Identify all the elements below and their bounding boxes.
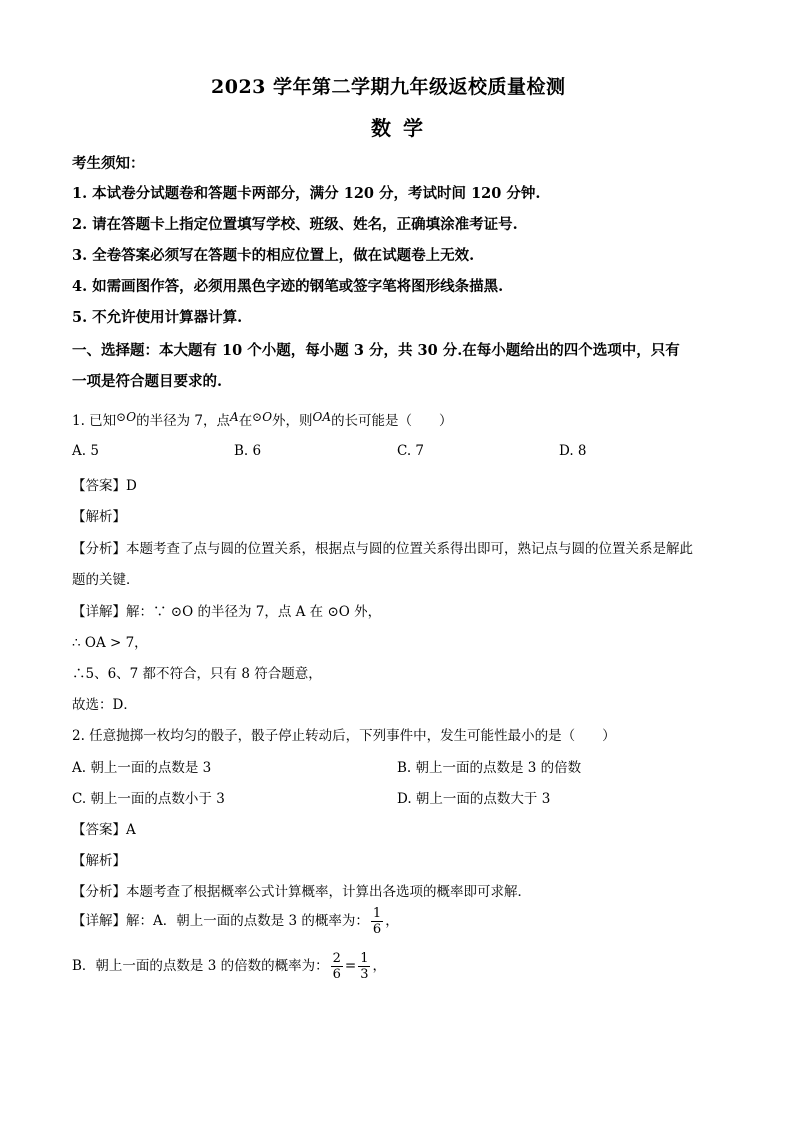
fraction-denominator: 6 xyxy=(332,967,341,982)
q1-option-a: A. 5 xyxy=(72,443,99,459)
section-heading-line1: 一、选择题：本大题有 10 个小题，每小题 3 分，共 30 分.在每小题给出的四个选项中，只有 xyxy=(72,342,680,359)
q1-detail-line: ∴ OA > 7， xyxy=(72,635,148,651)
q2-detail-text: B．朝上一面的点数是 3 的倍数的概率为： xyxy=(72,958,329,974)
q2-answer: 【答案】A xyxy=(72,822,136,838)
fraction-denominator: 6 xyxy=(372,922,382,937)
q1-analysis-label: 【解析】 xyxy=(72,509,126,525)
q2-option-b: B. 朝上一面的点数是 3 的倍数 xyxy=(397,760,582,776)
q1-answer: 【答案】D xyxy=(72,478,137,494)
q1-stem-part: 1. 已知 xyxy=(72,413,117,429)
fraction-denominator: 3 xyxy=(360,967,369,982)
q1-stem-part: 外，则 xyxy=(272,413,313,429)
notice-item: 4. 如需画图作答，必须用黑色字迹的钢笔或签字笔将图形线条描黑. xyxy=(72,278,504,295)
q1-option-b: B. 6 xyxy=(234,443,262,459)
q2-stem: 2. 任意抛掷一枚均匀的骰子，骰子停止转动后，下列事件中，发生可能性最小的是（ ） xyxy=(72,728,616,744)
q2-detail-line xyxy=(72,906,399,937)
q1-detail-line: 【详解】解：∵ ⊙O 的半径为 7，点 A 在 ⊙O 外， xyxy=(72,604,382,620)
fraction-numerator: 1 xyxy=(360,951,369,966)
q1-detail-line: ∴5、6、7 都不符合，只有 8 符合题意， xyxy=(72,666,322,682)
q2-option-d: D. 朝上一面的点数大于 3 xyxy=(397,791,551,807)
equals-sign: = xyxy=(344,958,357,974)
q1-stem-part: 的半径为 7，点 xyxy=(136,413,230,429)
q2-detail-line xyxy=(72,951,386,982)
q1-option-d: D. 8 xyxy=(559,443,587,459)
notice-item: 2. 请在答题卡上指定位置填写学校、班级、姓名，正确填涂准考证号. xyxy=(72,216,518,233)
q2-option-a: A. 朝上一面的点数是 3 xyxy=(72,760,212,776)
fraction-numerator: 2 xyxy=(332,951,341,966)
q1-option-c: C. 7 xyxy=(397,443,425,459)
q1-analysis-line: 题的关键． xyxy=(72,572,140,588)
fraction xyxy=(358,951,370,982)
q2-detail-text: ， xyxy=(372,958,386,974)
q1-detail-line: 故选：D． xyxy=(72,697,137,713)
notice-item: 3. 全卷答案必须写在答题卡的相应位置上，做在试题卷上无效. xyxy=(72,247,475,264)
q1-stem-part: 在 xyxy=(238,413,253,429)
point-a-symbol: A xyxy=(229,410,239,424)
q2-option-c: C. 朝上一面的点数小于 3 xyxy=(72,791,225,807)
segment-oa-symbol: OA xyxy=(312,410,332,424)
notice-heading: 考生须知： xyxy=(72,155,145,172)
q2-analysis-label: 【解析】 xyxy=(72,853,126,869)
q1-stem xyxy=(72,409,453,429)
notice-item: 5. 不允许使用计算器计算. xyxy=(72,309,243,326)
q1-analysis-line: 【分析】本题考查了点与圆的位置关系，根据点与圆的位置关系得出即可，熟记点与圆的位置关系是解此 xyxy=(72,541,693,557)
q1-stem-part: 的长可能是（ ） xyxy=(331,413,453,429)
circle-o-symbol: ⊙O xyxy=(116,410,137,424)
circle-o-symbol: ⊙O xyxy=(252,410,273,424)
notice-item: 1. 本试卷分试题卷和答题卡两部分，满分 120 分，考试时间 120 分钟. xyxy=(72,185,541,202)
fraction xyxy=(331,951,343,982)
exam-title: 2023 学年第二学期九年级返校质量检测 xyxy=(211,76,566,98)
fraction-numerator: 1 xyxy=(372,906,382,921)
fraction xyxy=(371,906,383,937)
q2-detail-text: 【详解】解：A．朝上一面的点数是 3 的概率为： xyxy=(72,913,369,929)
section-heading-line2: 一项是符合题目要求的. xyxy=(72,373,223,390)
subject-title: 数学 xyxy=(371,116,435,140)
q2-detail-text: ， xyxy=(385,913,399,929)
q2-analysis-line: 【分析】本题考查了根据概率公式计算概率，计算出各选项的概率即可求解． xyxy=(72,884,531,900)
